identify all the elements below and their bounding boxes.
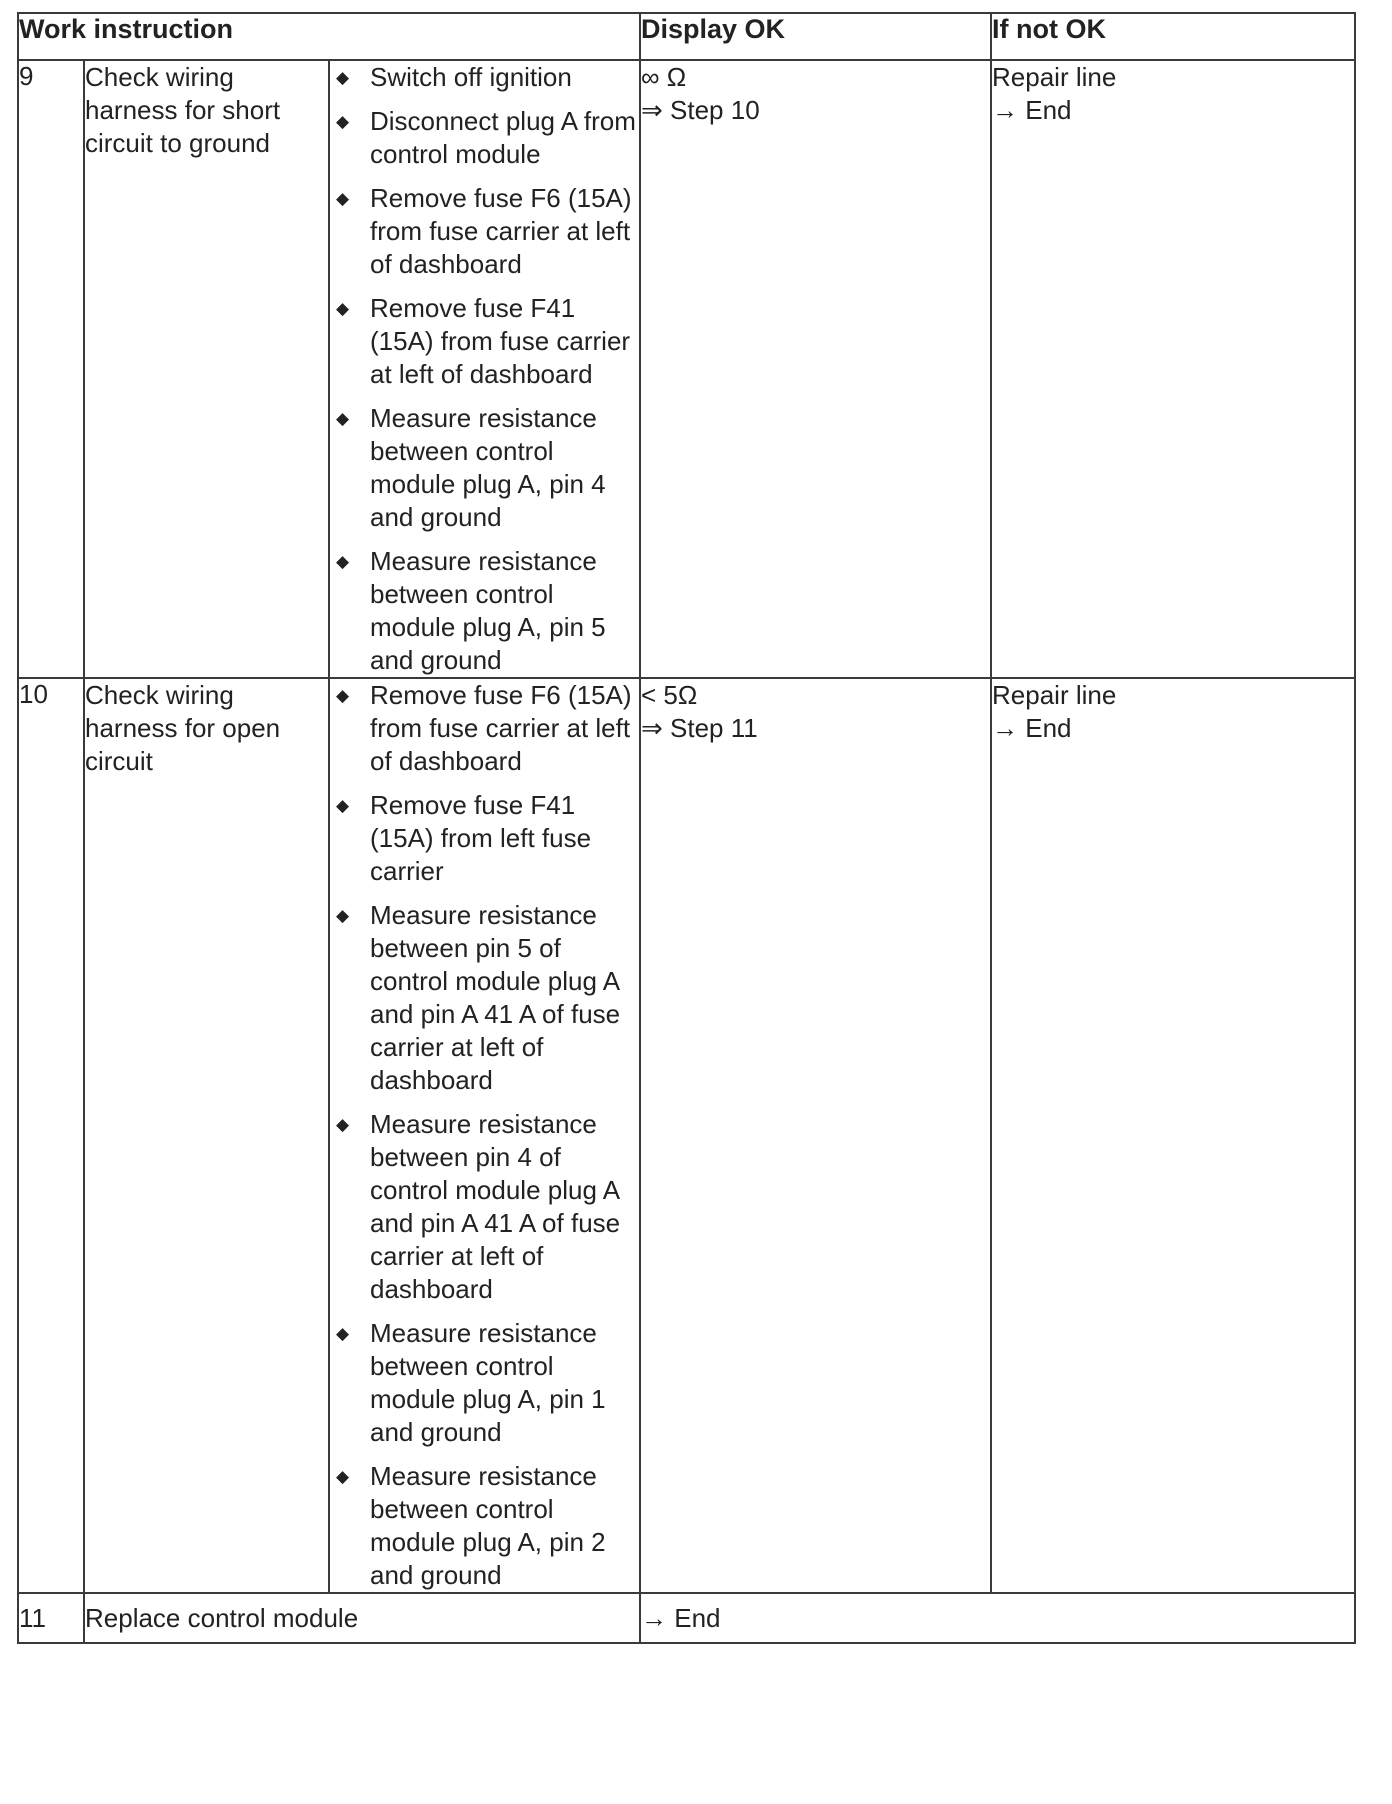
header-if-not-ok: If not OK [991, 13, 1355, 60]
work-instruction-table [17, 12, 1356, 1644]
instruction-text: Measure resistance between control module plug A, pin 4 and ground [370, 403, 606, 532]
diamond-bullet-icon: ◆ [336, 189, 350, 208]
diamond-bullet-icon: ◆ [336, 409, 350, 428]
instruction-text: Remove fuse F6 (15A) from fuse carrier at left of dashboard [370, 183, 632, 279]
diamond-bullet-icon: ◆ [336, 796, 350, 815]
instruction-text: Measure resistance between pin 5 of control module plug A and pin A 41 A of fuse carrier at left of dashboard [370, 900, 621, 1095]
diamond-bullet-icon: ◆ [336, 1115, 350, 1134]
step-instructions [329, 60, 640, 678]
display-ok-cell [640, 60, 991, 678]
if-not-ok-cell [991, 60, 1355, 678]
instruction-text: Remove fuse F6 (15A) from fuse carrier at left of dashboard [370, 680, 632, 776]
table-row [18, 60, 1355, 678]
list-item [330, 182, 639, 281]
instruction-text: Measure resistance between pin 4 of control module plug A and pin A 41 A of fuse carrier at left of dashboard [370, 1109, 621, 1304]
list-item [330, 1317, 639, 1449]
list-item [330, 402, 639, 534]
instruction-list [330, 679, 639, 1592]
diamond-bullet-icon: ◆ [336, 552, 350, 571]
step-number: 10 [18, 678, 84, 1593]
list-item [330, 545, 639, 677]
header-work-instruction: Work instruction [18, 13, 640, 60]
if-not-ok-action: Repair line [992, 62, 1117, 92]
display-ok-next: ⇒ Step 11 [641, 713, 758, 743]
diamond-bullet-icon: ◆ [336, 1467, 350, 1486]
step-number: 11 [18, 1593, 84, 1643]
if-not-ok-next: → End [992, 713, 1072, 743]
diamond-bullet-icon: ◆ [336, 1324, 350, 1343]
instruction-text: Remove fuse F41 (15A) from left fuse carrier [370, 790, 592, 886]
list-item [330, 1460, 639, 1592]
display-ok-value: < 5Ω [641, 680, 698, 710]
diamond-bullet-icon: ◆ [336, 68, 350, 87]
diamond-bullet-icon: ◆ [336, 906, 350, 925]
list-item [330, 61, 639, 94]
if-not-ok-cell [991, 678, 1355, 1593]
diamond-bullet-icon: ◆ [336, 112, 350, 131]
instruction-text: Measure resistance between control module plug A, pin 2 and ground [370, 1461, 606, 1590]
display-ok-cell [640, 678, 991, 1593]
display-ok-value: ∞ Ω [641, 62, 687, 92]
instruction-text: Disconnect plug A from control module [370, 106, 636, 169]
if-not-ok-action: Repair line [992, 680, 1117, 710]
list-item [330, 679, 639, 778]
if-not-ok-next: → End [992, 95, 1072, 125]
instruction-text: Measure resistance between control module plug A, pin 1 and ground [370, 1318, 606, 1447]
step-number: 9 [18, 60, 84, 678]
instruction-text: Remove fuse F41 (15A) from fuse carrier at left of dashboard [370, 293, 631, 389]
diamond-bullet-icon: ◆ [336, 686, 350, 705]
header-row [18, 13, 1355, 60]
instruction-text: Switch off ignition [370, 62, 572, 92]
list-item [330, 789, 639, 888]
display-ok-next: ⇒ Step 10 [641, 95, 760, 125]
step-result: → End [640, 1593, 1355, 1643]
list-item [330, 899, 639, 1097]
step-instructions [329, 678, 640, 1593]
list-item [330, 292, 639, 391]
table-row [18, 678, 1355, 1593]
list-item [330, 1108, 639, 1306]
step-title: Replace control module [84, 1593, 640, 1643]
step-title: Check wiring harness for short circuit to ground [84, 60, 329, 678]
table-row [18, 1593, 1355, 1643]
step-title: Check wiring harness for open circuit [84, 678, 329, 1593]
diamond-bullet-icon: ◆ [336, 299, 350, 318]
list-item [330, 105, 639, 171]
instruction-list [330, 61, 639, 677]
instruction-text: Measure resistance between control module plug A, pin 5 and ground [370, 546, 606, 675]
header-display-ok: Display OK [640, 13, 991, 60]
